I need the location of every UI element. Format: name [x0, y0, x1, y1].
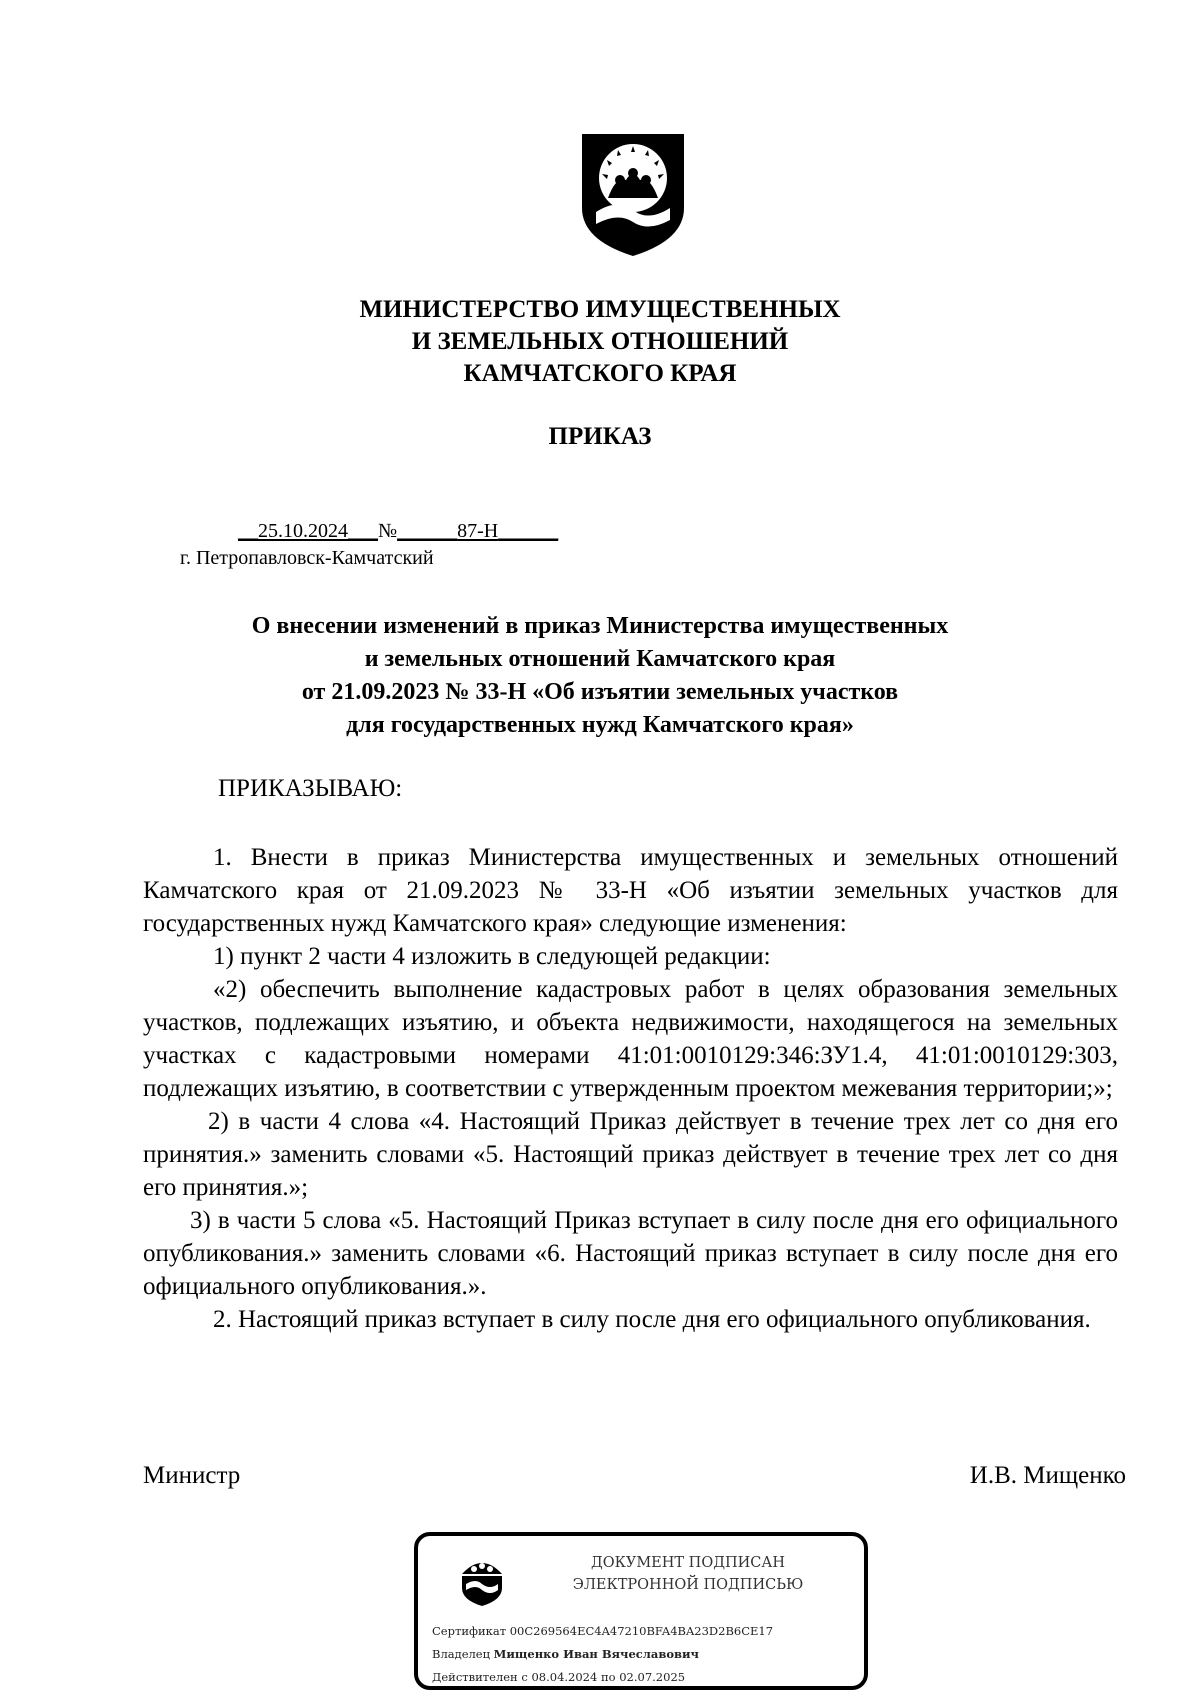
date-number-line: __25.10.2024___№______87-Н______	[238, 520, 559, 542]
city: г. Петропавловск-Камчатский	[180, 547, 434, 569]
number-sign: №	[378, 520, 398, 542]
valid-to: 02.07.2025	[619, 1670, 686, 1684]
valid-from: 08.04.2024	[531, 1670, 598, 1684]
validity-label: Действителен с	[432, 1670, 528, 1684]
order-body	[143, 841, 1118, 1336]
document-type: ПРИКАЗ	[548, 423, 652, 450]
subject-line: для государственных нужд Камчатского края»	[346, 712, 854, 738]
validity-line	[432, 1670, 685, 1684]
signer-name: И.В. Мищенко	[969, 1462, 1126, 1489]
amendment-text: «2) обеспечить выполнение кадастровых работ в целях образования земельных участков, подлежащих изъятию, и объекта недвижимости, находящегося на земельных участках с кадастровыми номерами 41:01:0010129:346:ЗУ1.4, 41:01:0010129:303, подлежащих изъятию, в соответствии с утвержденным проектом межевания территории;»;	[143, 976, 1118, 1102]
order-date: 25.10.2024	[258, 520, 348, 542]
order-subject	[150, 610, 1050, 742]
certificate-label: Сертификат	[432, 1624, 507, 1638]
owner-value: Мищенко Иван Вячеславович	[493, 1647, 699, 1661]
validity-to-label: по	[600, 1670, 616, 1684]
stamp-title-line: ДОКУМЕНТ ПОДПИСАН	[590, 1555, 786, 1571]
electronic-signature-stamp	[414, 1532, 868, 1690]
ministry-line: И ЗЕМЕЛЬНЫХ ОТНОШЕНИЙ	[411, 328, 789, 355]
ministry-name	[0, 294, 1200, 390]
decree-word: ПРИКАЗЫВАЮ:	[218, 775, 403, 802]
subject-line: и земельных отношений Камчатского края	[364, 646, 836, 672]
paragraph-2: 2. Настоящий приказ вступает в силу после дня его официального опубликования.	[213, 1306, 1091, 1333]
certificate-line	[432, 1624, 773, 1638]
owner-label: Владелец	[432, 1647, 491, 1661]
kamchatka-coat-of-arms-icon	[458, 1554, 506, 1608]
stamp-title	[518, 1552, 858, 1596]
ministry-line: МИНИСТЕРСТВО ИМУЩЕСТВЕННЫХ	[359, 296, 841, 323]
paragraph-1: 1. Внести в приказ Министерства имущественных и земельных отношений Камчатского края от 21.09.2023 № 33-Н «Об изъятии земельных участков для государственных нужд Камчатского края» следующие изменения:	[143, 844, 1118, 937]
kamchatka-coat-of-arms-icon	[578, 128, 688, 258]
subitem-3: 3) в части 5 слова «5. Настоящий Приказ вступает в силу после дня его официального опубликования.» заменить словами «6. Настоящий приказ вступает в силу после дня его официального опубликования.».	[143, 1207, 1118, 1300]
ministry-line: КАМЧАТСКОГО КРАЯ	[463, 360, 737, 387]
certificate-value: 00C269564EC4A47210BFA4BA23D2B6CE17	[509, 1624, 774, 1638]
stamp-title-line: ЭЛЕКТРОННОЙ ПОДПИСЬЮ	[572, 1577, 804, 1593]
subject-line: О внесении изменений в приказ Министерства имущественных	[251, 613, 949, 639]
subitem-2: 2) в части 4 слова «4. Настоящий Приказ действует в течение трех лет со дня его принятия.» заменить словами «5. Настоящий приказ действует в течение трех лет со дня его принятия.»;	[143, 1108, 1118, 1201]
subject-line: от 21.09.2023 № 33-Н «Об изъятии земельных участков	[301, 679, 899, 705]
signer-position: Министр	[143, 1462, 241, 1489]
owner-line	[432, 1647, 699, 1661]
order-number: 87-Н	[457, 520, 499, 542]
subitem-1: 1) пункт 2 части 4 изложить в следующей редакции:	[213, 943, 771, 970]
